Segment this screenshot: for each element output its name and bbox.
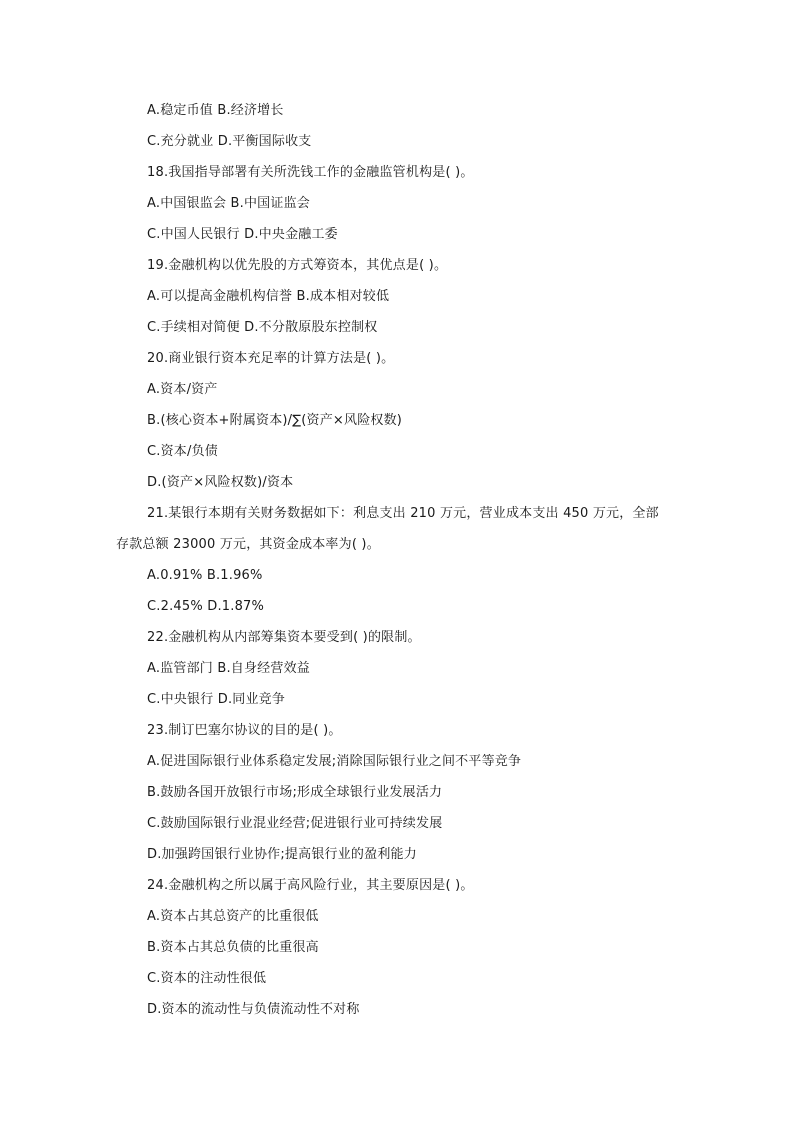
text-line: A.促进国际银行业体系稳定发展;消除国际银行业之间不平等竞争: [147, 754, 522, 769]
text-line: C.充分就业 D.平衡国际收支: [147, 134, 312, 149]
text-line: C.手续相对简便 D.不分散原股东控制权: [147, 320, 378, 335]
text-line: B.资本占其总负债的比重很高: [147, 940, 319, 955]
question-24: 24.金融机构之所以属于高风险行业，其主要原因是( )。: [147, 878, 474, 893]
text-line: C.资本的注动性很低: [147, 971, 267, 986]
question-21: 21.某银行本期有关财务数据如下：利息支出 210 万元，营业成本支出 450 万元，全部: [147, 506, 659, 521]
text-line: A.稳定币值 B.经济增长: [147, 103, 284, 118]
text-line: A.0.91% B.1.96%: [147, 568, 263, 583]
text-line: C.中国人民银行 D.中央金融工委: [147, 227, 338, 242]
text-line: B.鼓励各国开放银行市场;形成全球银行业发展活力: [147, 785, 443, 800]
question-20: 20.商业银行资本充足率的计算方法是( )。: [147, 351, 395, 366]
text-line: A.监管部门 B.自身经营效益: [147, 661, 310, 676]
text-line: D.加强跨国银行业协作;提高银行业的盈利能力: [147, 847, 417, 862]
text-line: C.2.45% D.1.87%: [147, 599, 265, 614]
text-line: A.资本占其总资产的比重很低: [147, 909, 319, 924]
question-21-continuation: 存款总额 23000 万元，其资金成本率为( )。: [116, 537, 380, 552]
text-line: A.资本/资产: [147, 382, 218, 397]
text-line: B.(核心资本+附属资本)/∑(资产×风险权数): [147, 413, 403, 428]
text-line: C.鼓励国际银行业混业经营;促进银行业可持续发展: [147, 816, 443, 831]
text-body: [0, 100, 794, 1030]
question-23: 23.制订巴塞尔协议的目的是( )。: [147, 723, 342, 738]
text-line: A.可以提高金融机构信誉 B.成本相对较低: [147, 289, 390, 304]
question-22: 22.金融机构从内部筹集资本要受到( )的限制。: [147, 630, 421, 645]
question-19: 19.金融机构以优先股的方式筹资本，其优点是( )。: [147, 258, 448, 273]
text-line: D.资本的流动性与负债流动性不对称: [147, 1002, 360, 1017]
text-line: C.资本/负债: [147, 444, 218, 459]
text-line: D.(资产×风险权数)/资本: [147, 475, 294, 490]
text-line: C.中央银行 D.同业竞争: [147, 692, 286, 707]
text-line: A.中国银监会 B.中国证监会: [147, 196, 310, 211]
question-18: 18.我国指导部署有关所洗钱工作的金融监管机构是( )。: [147, 165, 474, 180]
